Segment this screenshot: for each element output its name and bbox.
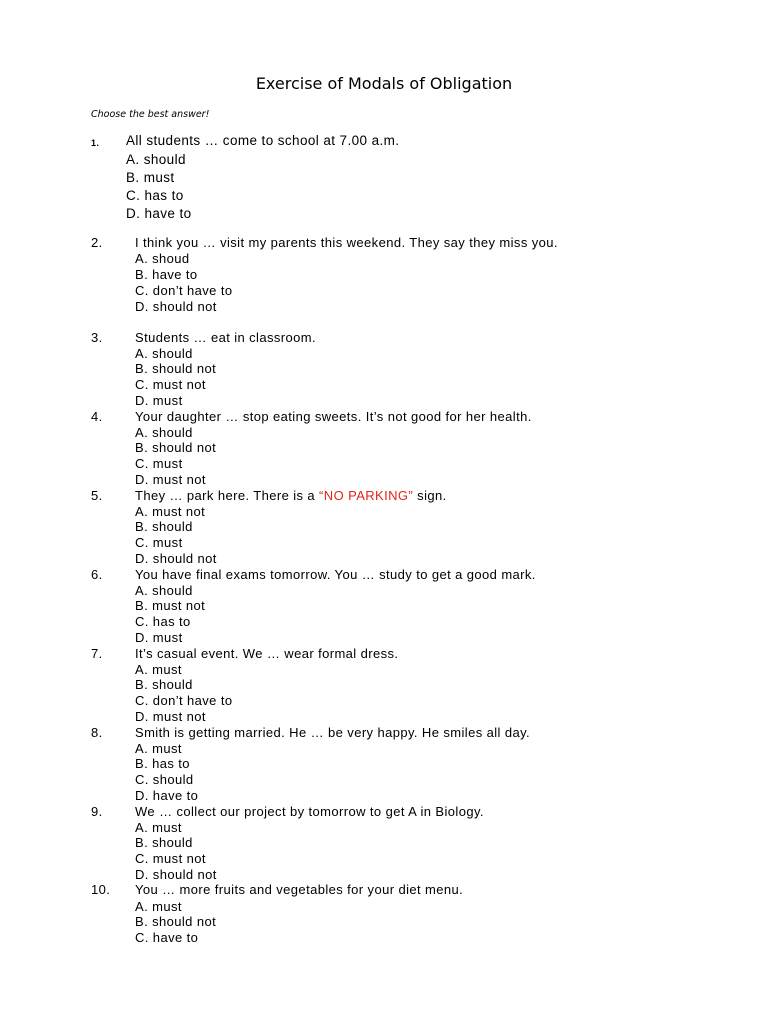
option-a: A. must not — [135, 504, 206, 519]
option-a: A. must — [135, 662, 182, 677]
option-a: A. should — [126, 152, 186, 167]
question-stem: It’s casual event. We … wear formal dress. — [135, 646, 399, 661]
option-b: B. have to — [135, 267, 198, 282]
question-stem: You … more fruits and vegetables for your diet menu. — [135, 882, 464, 897]
option-d: D. must — [135, 393, 183, 408]
question-number: 6. — [91, 567, 103, 582]
option-c: C. must not — [135, 377, 206, 392]
option-a: A. must — [135, 899, 182, 914]
option-b: B. must not — [135, 598, 206, 613]
option-d: D. should not — [135, 867, 217, 882]
question-number: 5. — [91, 488, 103, 503]
question-stem: All students … come to school at 7.00 a.m. — [126, 133, 400, 148]
question-stem: You have final exams tomorrow. You … study to get a good mark. — [135, 567, 536, 582]
option-d: D. should not — [135, 551, 217, 566]
option-c: C. should — [135, 772, 194, 787]
question-number: 7. — [91, 646, 103, 661]
question-number: 4. — [91, 409, 103, 424]
option-d: D. have to — [135, 788, 199, 803]
option-b: B. should — [135, 835, 193, 850]
question-number: 3. — [91, 330, 103, 345]
stem-text-after: sign. — [413, 488, 447, 503]
option-b: B. has to — [135, 756, 190, 771]
question-stem: Your daughter … stop eating sweets. It’s not good for her health. — [135, 409, 532, 424]
question-number: 10. — [91, 882, 111, 897]
question-stem: Smith is getting married. He … be very happy. He smiles all day. — [135, 725, 531, 740]
option-a: A. should — [135, 583, 193, 598]
instruction-text: Choose the best answer! — [91, 109, 210, 120]
option-a: A. must — [135, 820, 182, 835]
question-stem: I think you … visit my parents this weekend. They say they miss you. — [135, 235, 558, 250]
option-b: B. should — [135, 519, 193, 534]
option-a: A. shoud — [135, 251, 190, 266]
option-b: B. should not — [135, 440, 217, 455]
option-d: D. have to — [126, 206, 192, 221]
option-c: C. has to — [135, 614, 191, 629]
option-c: C. must — [135, 456, 183, 471]
option-c: C. must — [135, 535, 183, 550]
stem-text-before: They … park here. There is a — [135, 488, 320, 503]
option-c: C. must not — [135, 851, 206, 866]
option-d: D. must not — [135, 709, 206, 724]
option-d: D. must not — [135, 472, 206, 487]
page-title: Exercise of Modals of Obligation — [255, 74, 513, 93]
option-b: B. should not — [135, 361, 217, 376]
question-number: 1. — [91, 138, 100, 148]
question-stem — [135, 488, 447, 503]
option-c: C. don’t have to — [135, 283, 233, 298]
option-a: A. must — [135, 741, 182, 756]
option-d: D. must — [135, 630, 183, 645]
option-a: A. should — [135, 425, 193, 440]
option-b: B. must — [126, 170, 175, 185]
question-stem: Students … eat in classroom. — [135, 330, 316, 345]
option-b: B. should not — [135, 914, 217, 929]
no-parking-highlight: “NO PARKING” — [319, 488, 414, 503]
question-number: 8. — [91, 725, 103, 740]
option-c: C. don’t have to — [135, 693, 233, 708]
question-number: 2. — [91, 235, 103, 250]
option-c: C. has to — [126, 188, 184, 203]
option-b: B. should — [135, 677, 193, 692]
option-c: C. have to — [135, 930, 199, 945]
option-d: D. should not — [135, 299, 217, 314]
question-number: 9. — [91, 804, 103, 819]
question-stem: We … collect our project by tomorrow to get A in Biology. — [135, 804, 484, 819]
option-a: A. should — [135, 346, 193, 361]
